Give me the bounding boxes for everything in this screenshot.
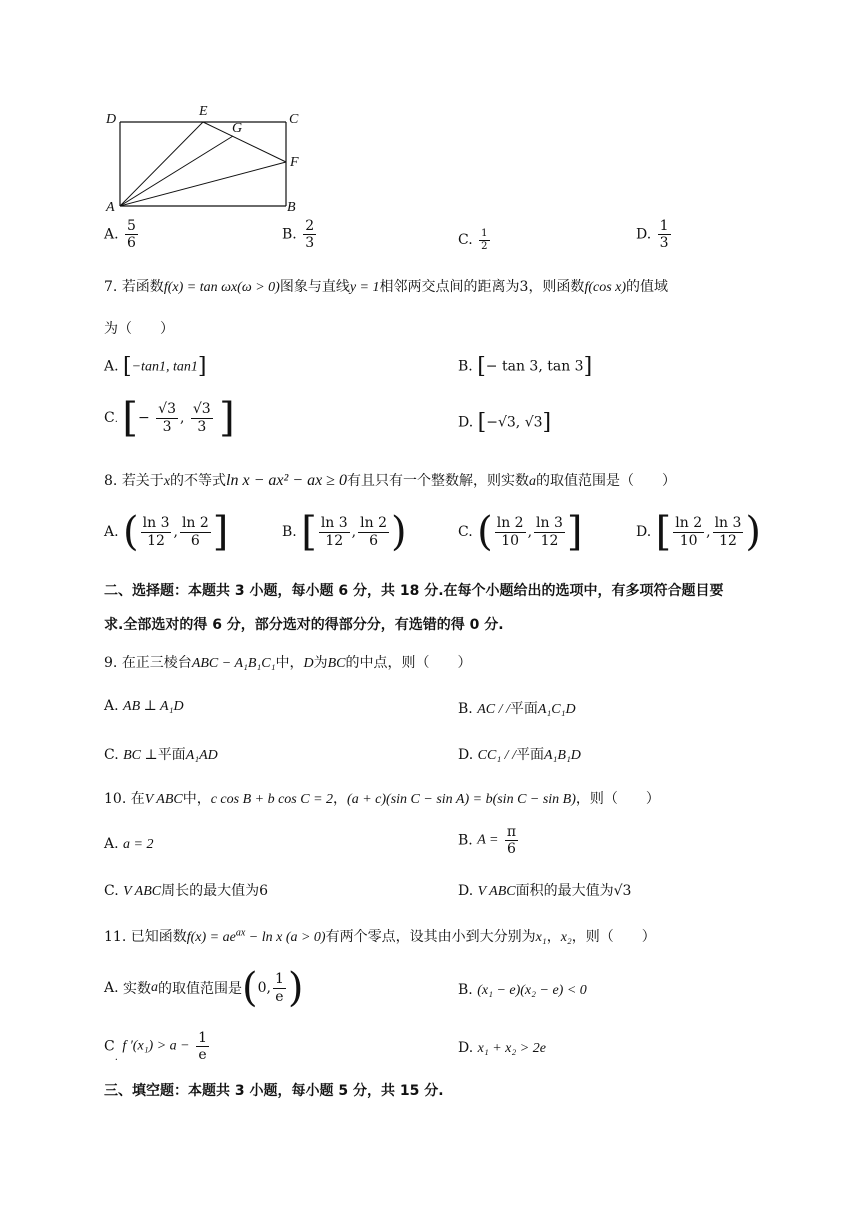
q10-option-a[interactable]: A. a = 2 (104, 836, 154, 852)
q9-option-a[interactable]: A. AB ⊥ A₁D (104, 698, 184, 714)
q11-option-d[interactable]: D. x₁ + x₂ > 2e (458, 1040, 546, 1056)
q6-option-a[interactable] (104, 218, 140, 251)
q10-option-c[interactable]: C. V ABC周长的最大值为6 (104, 883, 269, 899)
q9-option-c[interactable]: C. BC ⊥平面A₁AD (104, 747, 218, 763)
fraction: $\frac{\ln 3}{12}$ (142, 515, 170, 549)
section2-heading-line2: 求.全部选对的得 6 分，部分选对的得部分分，有选错的得 0 分. (104, 617, 504, 633)
q10-option-d[interactable]: D. V ABC面积的最大值为√3 (458, 883, 632, 899)
section3-heading: 三、填空题：本题共 3 小题，每小题 5 分，共 15 分. (104, 1083, 444, 1099)
option-letter: C. (458, 232, 473, 248)
q9-option-b[interactable]: B. AC / /平面A₁C₁D (458, 701, 576, 717)
q8-option-c[interactable]: C. ( $\frac{\ln 2}{10}$ , $\frac{\ln 3}{12}$ ] (458, 509, 583, 555)
q6-option-b[interactable] (282, 218, 318, 251)
q11-option-a[interactable]: A. 实数a的取值范围是(0, $\frac{1}{e}$ ) (104, 965, 304, 1011)
label-F: F (290, 155, 299, 170)
label-G: G (232, 121, 243, 136)
fraction: $\frac{2}{3}$ (305, 218, 315, 252)
q8-option-b[interactable]: B. [ $\frac{\ln 3}{12}$ , $\frac{\ln 2}{6}$ ) (282, 509, 407, 555)
fraction: $\frac{1}{2}$ (481, 228, 488, 252)
option-letter: A. (104, 226, 119, 243)
fraction: $\frac{\ln 2}{10}$ (675, 515, 703, 549)
fraction: $\frac{\ln 3}{12}$ (536, 515, 563, 549)
q9-option-d[interactable]: D. CC₁ / /平面A₁B₁D (458, 747, 581, 763)
q7-option-c[interactable]: C. [− $\frac{√3}{3}$ , $\frac{√3}{3}$ ] (104, 395, 235, 441)
option-letter: B. (282, 226, 297, 243)
q7-stem-line2: 为（ ） (104, 321, 174, 337)
fraction: $\frac{\ln 3}{12}$ (714, 515, 742, 549)
fraction: $\frac{1}{e}$ (274, 971, 284, 1005)
fraction: $\frac{\ln 2}{6}$ (181, 515, 209, 549)
q7-option-a[interactable]: A. [−tan1, tan1] (104, 354, 207, 379)
fraction: $\frac{1}{e}$ (198, 1030, 207, 1064)
q7-option-d[interactable]: D. [−√3, √3] (458, 410, 552, 435)
fraction: $\frac{√3}{3}$ (192, 401, 211, 435)
label-A: A (106, 200, 115, 215)
q10-stem: 10. 在V ABC中，c cos B + b cos C = 2，(a + c)(sin C − sin A) = b(sin C − sin B)，则（ ） (104, 791, 660, 807)
q11-option-b[interactable]: B. (x₁ − e)(x₂ − e) < 0 (458, 982, 587, 998)
label-D: D (106, 112, 117, 127)
fraction: $\frac{\ln 3}{12}$ (320, 515, 348, 549)
label-C: C (289, 112, 299, 127)
fraction: $\frac{\pi}{6}$ (506, 824, 517, 858)
option-letter: D. (636, 226, 652, 243)
q8-option-d[interactable]: D. [ $\frac{\ln 2}{10}$ , $\frac{\ln 3}{12}$ ) (636, 509, 762, 555)
q6-option-c[interactable] (458, 228, 492, 252)
q9-stem: 9. 在正三棱台ABC − A₁B₁C₁中，D为BC的中点，则（ ） (104, 655, 472, 671)
fraction: $\frac{\ln 2}{10}$ (496, 515, 524, 549)
label-B: B (287, 200, 296, 215)
q8-stem: 8. 若关于x的不等式ln x − ax² − ax ≥ 0有且只有一个整数解，则实数a的取值范围是（ ） (104, 472, 676, 489)
q7-stem-line1: 7. 若函数f(x) = tan ωx(ω > 0)图象与直线y = 1相邻两交点间的距离为3，则函数f(cos x)的值域 (104, 279, 669, 295)
fraction: $\frac{5}{6}$ (127, 218, 136, 252)
q10-option-b[interactable]: B. A = $\frac{\pi}{6}$ (458, 824, 517, 858)
section2-heading-line1: 二、选择题：本题共 3 小题，每小题 6 分，共 18 分.在每个小题给出的选项中，有多项符合题目要 (104, 583, 724, 599)
label-E: E (199, 104, 208, 119)
fraction: $\frac{1}{3}$ (659, 218, 669, 252)
q11-stem: 11. 已知函数$f(x) = ae^{ax} - \ln x$ (a > 0)有两个零点，设其由小到大分别为x₁，x₂，则（ ） (104, 927, 656, 945)
q7-option-b[interactable]: B. [− tan 3, tan 3] (458, 354, 593, 379)
q11-option-c[interactable]: C. f ′(x₁) > a − $\frac{1}{e}$ (104, 1030, 207, 1064)
fraction: $\frac{\ln 2}{6}$ (360, 515, 387, 549)
q8-option-a[interactable]: A. ( $\frac{\ln 3}{12}$ , $\frac{\ln 2}{6}$ ] (104, 509, 229, 555)
q6-option-d[interactable] (636, 218, 673, 251)
fraction: $\frac{√3}{3}$ (158, 401, 176, 435)
